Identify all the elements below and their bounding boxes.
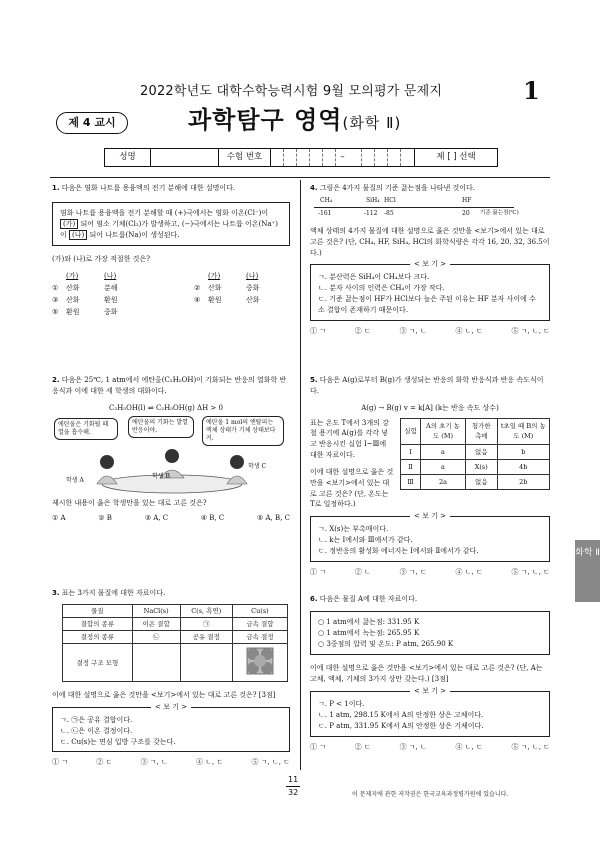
q2-bubble-b: 에탄올의 기화는 발열 반응이야. [128,416,194,438]
q4-text: 액체 상태의 4가지 물질에 대한 설명으로 옳은 것만을 <보기>에서 있는 대로 고른 것은? (단, CH₄, HF, SiH₄, HCl의 화학식량은 각각 16, 20, 32, 36.5이다.) [310,226,550,257]
subject-main: 과학탐구 영역 [188,106,343,134]
q5-cell-1-2: X(s) [465,459,497,474]
q1-choice-5-a: 환원 [66,307,80,316]
q3-prompt: 이에 대한 설명으로 옳은 것만을 <보기>에서 있는 대로 고른 것은? [3점] [52,691,276,700]
q1-choice-2-num[interactable]: ② [194,284,201,293]
q4-bogi [310,260,550,320]
q5-table [400,418,550,490]
q3-table [62,604,288,682]
q2-choice-4[interactable]: ④ B, C [200,514,225,523]
exam-no-dash: – [340,152,345,163]
question-1 [52,183,290,318]
footer-page-current: 11 [286,774,300,787]
q5-cell-0-3: b [497,444,549,459]
q6-bogi-3: ㄷ. P atm, 331.95 K에서 A의 안정한 상은 기체이다. [318,721,484,730]
subject-title [188,103,401,138]
q6-prompt: 이에 대한 설명으로 옳은 것만을 <보기>에서 있는 대로 고른 것은? (단, A는 고체, 액체, 기체의 3가지 상만 갖는다.) [3점] [310,664,543,684]
subject-sub: (화학 Ⅱ) [342,114,402,132]
header-divider [50,177,550,178]
q2-choice-1[interactable]: ① A [52,514,66,523]
q2-student-c: 학생 C [248,462,267,470]
q4-label-ch4: CH₄ [320,196,333,204]
q4-bogi-1: ㄱ. 분산력은 SiH₄이 CH₄보다 크다. [318,273,430,282]
q4-choices [310,326,550,337]
q4-choice-2[interactable]: ② ㄷ [354,326,371,335]
q1-box [52,202,290,247]
exam-no-label: 수험 번호 [219,149,271,166]
q3-choice-4[interactable]: ④ ㄴ, ㄷ [196,758,224,767]
q6-bogi [310,687,550,737]
q4-axis-line [314,207,514,208]
q4-number: 4. [310,184,318,192]
q5-choices [310,567,550,578]
q2-choice-5[interactable]: ⑤ A, B, C [256,514,290,523]
q6-fact-1: ○ 1 atm에서 끓는점: 331.95 K [318,617,420,626]
q4-val-ch4: -161 [318,209,332,217]
q4-axis [310,196,550,222]
q4-val-hf: 20 [462,209,470,217]
q1-choice-2-b: 중화 [246,284,260,293]
q6-choice-2[interactable]: ② ㄷ [354,742,371,751]
q3-header-0: 물질 [63,604,133,617]
page-number: 1 [523,76,540,105]
q3-choice-2[interactable]: ② ㄷ [96,758,113,767]
q6-stem: 다음은 물질 A에 대한 자료이다. [319,595,418,603]
q1-col-ga: (가) [66,272,79,281]
q6-choice-4[interactable]: ④ ㄴ, ㄷ [455,742,483,751]
q3-choice-3[interactable]: ③ ㄱ, ㄴ [140,758,168,767]
q3-header-3: Cu(s) [232,604,287,617]
q2-equation: C₂H₅OH(l) ⇌ C₂H₅OH(g) ΔH > 0 [109,403,223,412]
footer-page-total: 32 [288,787,299,797]
q4-label-sih4: SiH₄ [366,196,380,204]
q5-cell-1-3: 4b [497,459,549,474]
q4-val-hcl: -85 [384,209,394,217]
q1-stem: 다음은 염화 나트륨 용융액의 전기 분해에 대한 설명이다. [61,184,236,192]
q1-choice-1-a: 산화 [66,284,80,293]
q5-bogi-2: ㄴ. k는 Ⅰ에서와 Ⅲ에서가 같다. [318,536,413,545]
q1-col-na-2: (나) [246,272,259,281]
q1-choice-2-a: 산화 [208,284,222,293]
q1-choice-3-a: 산화 [66,295,80,304]
question-5 [310,375,550,578]
cu-crystal-model [244,645,276,677]
q3-bogi-1: ㄱ. ㉠은 공유 결합이다. [60,715,133,724]
q6-fact-2: ○ 1 atm에서 녹는점: 265.95 K [318,628,420,637]
q2-number: 2. [52,376,60,384]
q1-blank-na: (나) [69,230,87,240]
q3-cell-0-0: 결합의 종류 [63,617,133,630]
name-label: 성명 [105,149,151,166]
exam-no-field[interactable] [271,149,415,166]
q3-cell-2-2 [180,644,232,682]
q3-cell-2-3 [232,644,287,682]
q3-header-1: NaCl(s) [132,604,180,617]
q3-cell-0-3: 금속 결합 [232,617,287,630]
q1-choice-4-a: 환원 [208,295,222,304]
q5-choice-5[interactable]: ⑤ ㄱ, ㄴ, ㄷ [511,567,550,576]
q4-choice-4[interactable]: ④ ㄴ, ㄷ [455,326,483,335]
q5-bogi-1: ㄱ. X(s)는 부촉매이다. [318,525,389,534]
q1-choice-1-b: 분해 [104,284,118,293]
q5-choice-3[interactable]: ③ ㄱ, ㄷ [399,567,427,576]
q6-number: 6. [310,595,318,603]
q3-cell-0-2: ㉠ [180,617,232,630]
q3-cell-1-2: 공유 결정 [180,630,232,643]
q4-axis-unit: 기준 끓는점(℃) [480,209,519,216]
q6-choice-3[interactable]: ③ ㄱ, ㄴ [399,742,427,751]
q5-bogi-3: ㄷ. 정반응의 활성화 에너지는 Ⅰ에서와 Ⅱ에서가 같다. [318,546,479,555]
q3-number: 3. [52,589,60,597]
q6-bogi-label: < 보 기 > [410,686,450,697]
q3-header-2: C(s, 흑연) [180,604,232,617]
q4-bogi-2: ㄴ. 분자 사이의 인력은 CH₄이 가장 작다. [318,284,445,293]
copyright-notice: 이 문제지에 관한 저작권은 한국교육과정평가원에 있습니다. [352,791,509,798]
q3-bogi [52,702,290,753]
question-6 [310,594,550,752]
q5-choice-4[interactable]: ④ ㄴ, ㄷ [455,567,483,576]
q5-cell-0-2: 없음 [465,444,497,459]
q4-bogi-label: < 보 기 > [410,259,450,270]
question-2 [52,375,290,524]
q5-equation: A(g) → B(g) v = k[A] (k는 반응 속도 상수) [361,403,499,412]
q1-box-text-1: 염화 나트륨 용융액을 전기 분해할 때 (+)극에서는 염화 이온(Cl⁻)이 [60,208,269,217]
q1-box-text-3: 되어 나트륨(Na)이 생성된다. [89,230,180,239]
q3-choice-1[interactable]: ① ㄱ [52,758,68,767]
q1-choice-3-b: 환원 [104,295,118,304]
q3-bogi-2: ㄴ. ㉡은 이온 결정이다. [60,726,133,735]
q2-bubble-c: 에탄올 1 mol의 엔탈피는 액체 상태가 기체 상태보다 커. [202,416,284,446]
students-drawing [72,444,272,496]
q3-cell-0-1: 이온 결합 [132,617,180,630]
q4-label-hcl: HCl [384,196,396,204]
q1-blank-ga: (가) [60,219,78,229]
q1-prompt: (가)와 (나)로 가장 적절한 것은? [52,255,150,264]
q5-header-3: t초일 때 B의 농도 (M) [497,418,549,444]
q5-choice-2[interactable]: ② ㄴ [354,567,371,576]
q1-choices [52,271,290,317]
q5-cell-2-2: 없음 [465,474,497,489]
q2-student-b: 학생 B [152,472,170,480]
choice-field[interactable]: 제 [ ] 선택 [436,152,476,163]
q4-choice-1[interactable]: ① ㄱ [310,326,326,335]
q1-box-text-2: 되어 염소 기체(Cl₂)가 발생하고, (−)극에서는 나트륨 이온(Na⁺)이 [60,219,278,239]
q4-choice-3[interactable]: ③ ㄱ, ㄴ [399,326,427,335]
name-field[interactable] [151,149,219,166]
q2-choice-2[interactable]: ② B [98,514,112,523]
q6-bogi-2: ㄴ. 1 atm, 298.15 K에서 A의 안정한 상은 고체이다. [318,710,484,719]
q6-facts [310,611,550,656]
q5-header-2: 첨가한 촉매 [465,418,497,444]
question-4 [310,183,550,337]
q5-prompt: 이에 대한 설명으로 옳은 것만을 <보기>에서 있는 대로 고른 것은? (단, 온도는 T로 일정하다.) [310,467,394,509]
q4-val-sih4: -112 [364,209,378,217]
q4-stem: 그림은 4가지 물질의 기준 끓는점을 나타낸 것이다. [319,184,476,192]
q6-choices [310,742,550,753]
q2-prompt: 제시한 내용이 옳은 학생만을 있는 대로 고른 것은? [52,498,207,507]
q4-label-hf: HF [462,196,472,204]
exam-title: 2022학년도 대학수학능력시험 9월 모의평가 문제지 [140,84,443,99]
q2-illustration [52,416,290,496]
q5-cell-2-3: 2b [497,474,549,489]
q1-col-na: (나) [104,272,117,281]
q5-cell-2-0: Ⅲ [401,474,421,489]
question-3 [52,588,290,768]
q1-choice-5-num[interactable]: ⑤ [52,307,59,316]
q6-bogi-1: ㄱ. P < 1이다. [318,700,365,709]
q5-stem: 다음은 A(g)로부터 B(g)가 생성되는 반응의 화학 반응식과 반응 속도식이다. [310,376,544,395]
q1-choice-3-num[interactable]: ③ [52,295,59,304]
q5-cell-1-1: a [421,459,466,474]
q3-bogi-3: ㄷ. Cu(s)는 면심 입방 구조를 갖는다. [60,737,176,746]
q5-cell-0-0: Ⅰ [401,444,421,459]
q5-number: 5. [310,376,318,384]
q5-choice-1[interactable]: ① ㄱ [310,567,326,576]
q6-fact-3: ○ 3중점의 압력 및 온도: P atm, 265.90 K [318,639,454,648]
q6-choice-5[interactable]: ⑤ ㄱ, ㄴ, ㄷ [511,742,550,751]
q2-student-a: 학생 A [66,476,84,484]
column-divider [300,180,301,770]
q5-cell-1-0: Ⅱ [401,459,421,474]
q6-choice-1[interactable]: ① ㄱ [310,742,326,751]
q1-choice-4-num[interactable]: ④ [194,295,201,304]
q5-cell-2-1: 2a [421,474,466,489]
q2-choice-3[interactable]: ③ A, C [144,514,169,523]
q1-choice-4-b: 산화 [246,295,260,304]
q3-bogi-label: < 보 기 > [151,702,191,713]
q5-header-1: A의 초기 농도 (M) [421,418,466,444]
q1-choice-5-b: 중화 [104,307,118,316]
q2-choices [52,513,290,524]
q1-choice-1-num[interactable]: ① [52,284,59,293]
q1-number: 1. [52,184,60,192]
q2-bubble-a: 에탄올은 기화될 때 열을 흡수해. [54,418,118,440]
q3-cell-1-0: 결정의 종류 [63,630,133,643]
subject-side-tab: 화학 Ⅱ [575,540,600,602]
q4-bogi-3: ㄷ. 기준 끓는점이 HF가 HCl보다 높은 주된 이유는 HF 분자 사이에 수소 결합이 존재하기 때문이다. [318,295,536,314]
q5-text: 표는 온도 T에서 3개의 강철 용기에 A(g)를 각각 넣고 반응시킨 실험 Ⅰ~Ⅲ에 대한 자료이다. [310,418,389,460]
q3-cell-1-3: 금속 결정 [232,630,287,643]
q5-bogi [310,512,550,562]
q5-header-0: 실험 [401,418,421,444]
q2-stem: 다음은 25℃, 1 atm에서 에탄올(C₂H₅OH)이 기화되는 반응의 열화학 반응식과 이에 대한 세 학생의 대화이다. [52,376,287,395]
info-bar [104,148,498,167]
q4-choice-5[interactable]: ⑤ ㄱ, ㄴ, ㄷ [511,326,550,335]
q3-cell-1-1: ㉡ [132,630,180,643]
q5-bogi-label: < 보 기 > [410,511,450,522]
footer-page-number [286,774,300,798]
q1-col-ga-2: (가) [208,272,221,281]
q3-stem: 표는 3가지 물질에 대한 자료이다. [61,589,166,597]
q3-cell-2-1 [132,644,180,682]
q3-choices [52,757,290,768]
q3-choice-5[interactable]: ⑤ ㄱ, ㄴ, ㄷ [251,758,290,767]
period-badge: 제 4 교시 [56,112,128,134]
q3-cell-2-0: 결정 구조 모형 [63,644,133,682]
q5-cell-0-1: a [421,444,466,459]
